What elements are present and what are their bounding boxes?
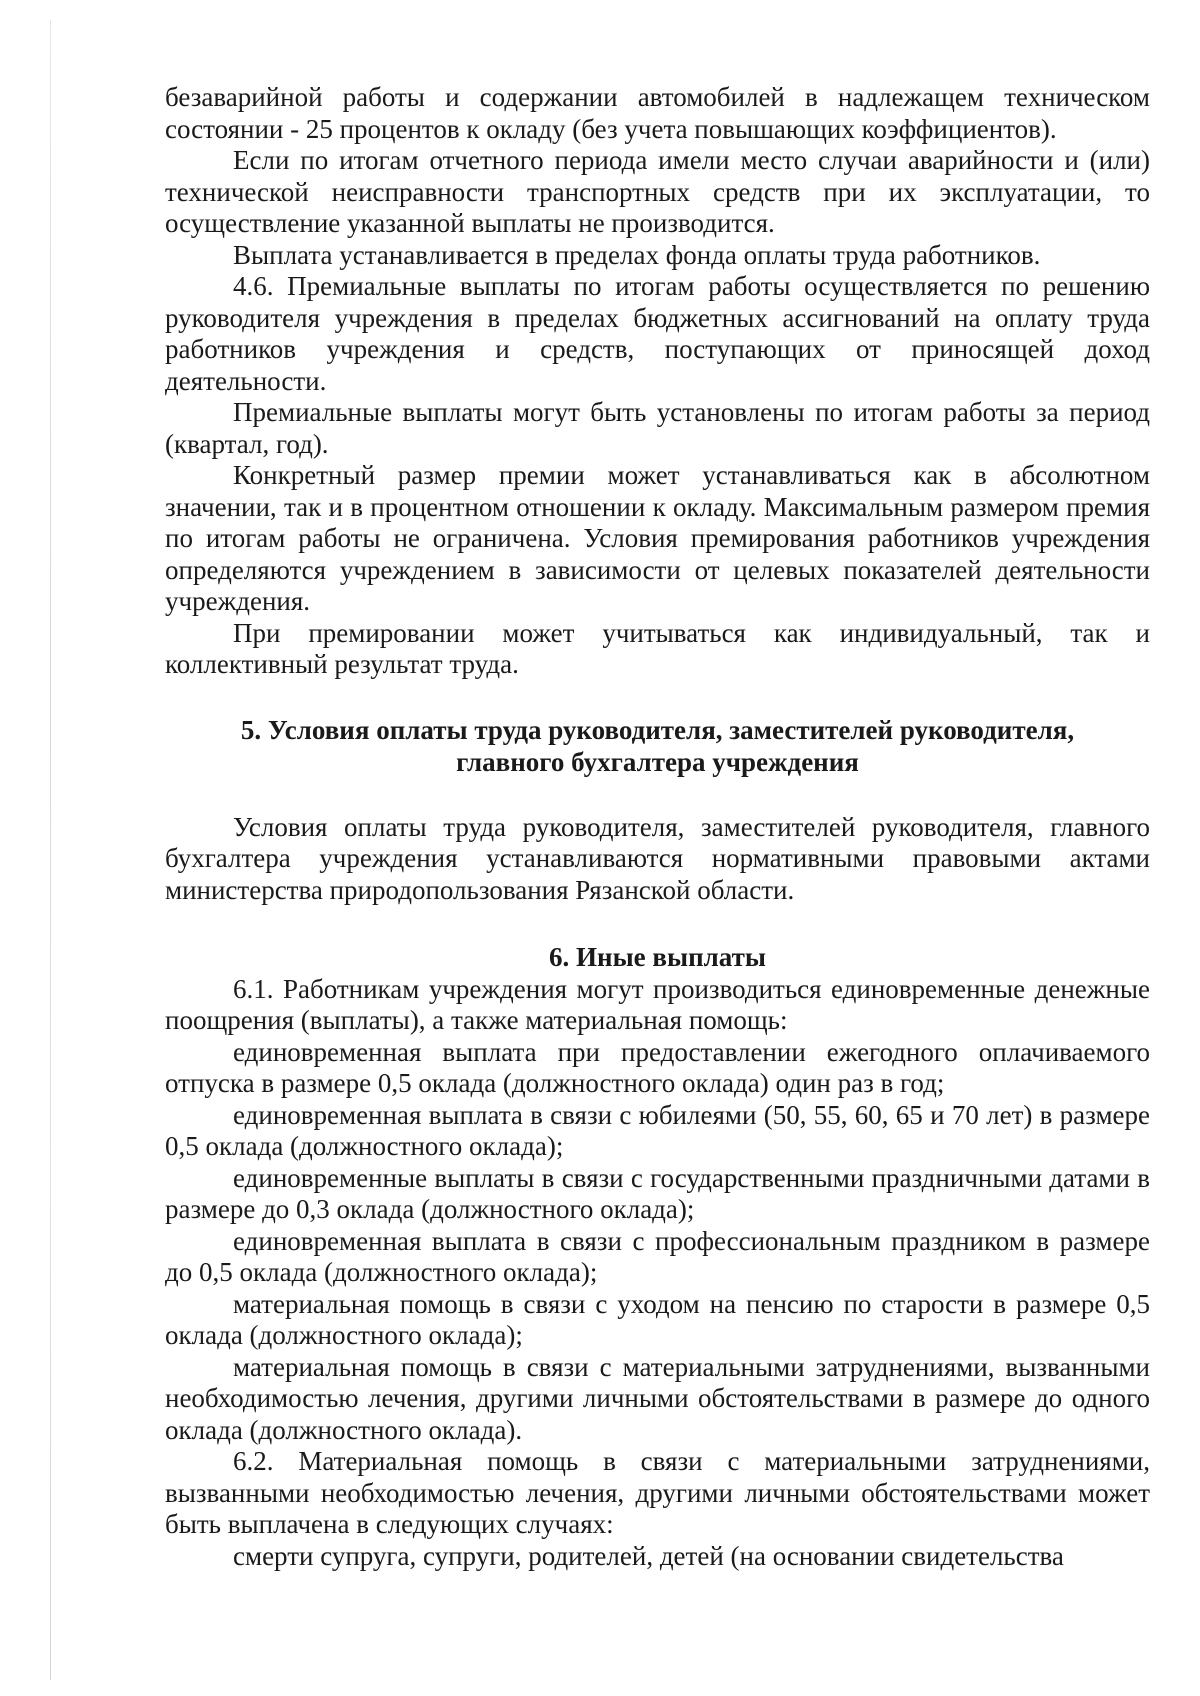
list-item: единовременная выплата при предоставлении ежегодного оплачиваемого отпуска в размере 0,5 оклада (должностного оклада) один раз в год; <box>165 1036 1150 1098</box>
paragraph: Выплата устанавливается в пределах фонда оплаты труда работников. <box>233 239 1041 270</box>
scan-edge-shadow <box>50 20 51 1680</box>
paragraph: Если по итогам отчетного периода имели место случаи аварийности и (или) технической неисправности транспортных средств при их эксплуатации, то осуществление указанной выплаты не производится. <box>165 145 1150 238</box>
paragraph-6-2: 6.2. Материальная помощь в связи с материальными затруднениями, вызванными необходимостью лечения, другими личными обстоятельствами может быть выплачена в следующих случаях: <box>165 1446 1150 1539</box>
paragraph: Премиальные выплаты могут быть установлены по итогам работы за период (квартал, год). <box>165 397 1150 459</box>
paragraph-6-1: 6.1. Работникам учреждения могут производиться единовременные денежные поощрения (выплаты), а также материальная помощь: <box>165 973 1150 1035</box>
list-item: смерти супруга, супруги, родителей, детей (на основании свидетельства <box>233 1540 1064 1571</box>
paragraph: При премировании может учитываться как индивидуальный, так и коллективный результат труда. <box>165 617 1150 679</box>
section-5-heading <box>165 714 1150 778</box>
list-item: единовременная выплата в связи с юбилеями (50, 55, 60, 65 и 70 лет) в размере 0,5 оклада (должностного оклада); <box>165 1099 1150 1161</box>
paragraph-continued: безаварийной работы и содержании автомобилей в надлежащем техническом состоянии - 25 процентов к окладу (без учета повышающих коэффициентов). <box>165 82 1150 144</box>
list-item: материальная помощь в связи с материальными затруднениями, вызванными необходимостью лечения, другими личными обстоятельствами в размере до одного оклада (должностного оклада). <box>165 1351 1150 1445</box>
section-5-heading-line-1: 5. Условия оплаты труда руководителя, заместителей руководителя, <box>240 714 1075 745</box>
list-item: материальная помощь в связи с уходом на пенсию по старости в размере 0,5 оклада (должностного оклада); <box>165 1288 1150 1350</box>
document-body <box>165 82 1150 1572</box>
list-item: единовременные выплаты в связи с государственными праздничными датами в размере до 0,3 оклада (должностного оклада); <box>165 1162 1150 1224</box>
paragraph-4-6: 4.6. Премиальные выплаты по итогам работы осуществляется по решению руководителя учреждения в пределах бюджетных ассигнований на оплату труда работников учреждения и средств, поступающих от приносящей доход деятельности. <box>165 271 1150 396</box>
paragraph: Конкретный размер премии может устанавливаться как в абсолютном значении, так и в процентном отношении к окладу. Максимальным размером премия по итогам работы не ограничена. Условия премирования работников учреждения определяются учреждением в зависимости от целевых показателей деятельности учреждения. <box>165 460 1150 616</box>
section-5-heading-line-2: главного бухгалтера учреждения <box>456 746 859 777</box>
section-5-paragraph: Условия оплаты труда руководителя, заместителей руководителя, главного бухгалтера учреждения устанавливаются нормативными правовыми актами министерства природопользования Рязанской области. <box>165 811 1150 905</box>
section-6-heading: 6. Иные выплаты <box>549 942 766 972</box>
list-item: единовременная выплата в связи с профессиональным праздником в размере до 0,5 оклада (должностного оклада); <box>165 1225 1150 1287</box>
